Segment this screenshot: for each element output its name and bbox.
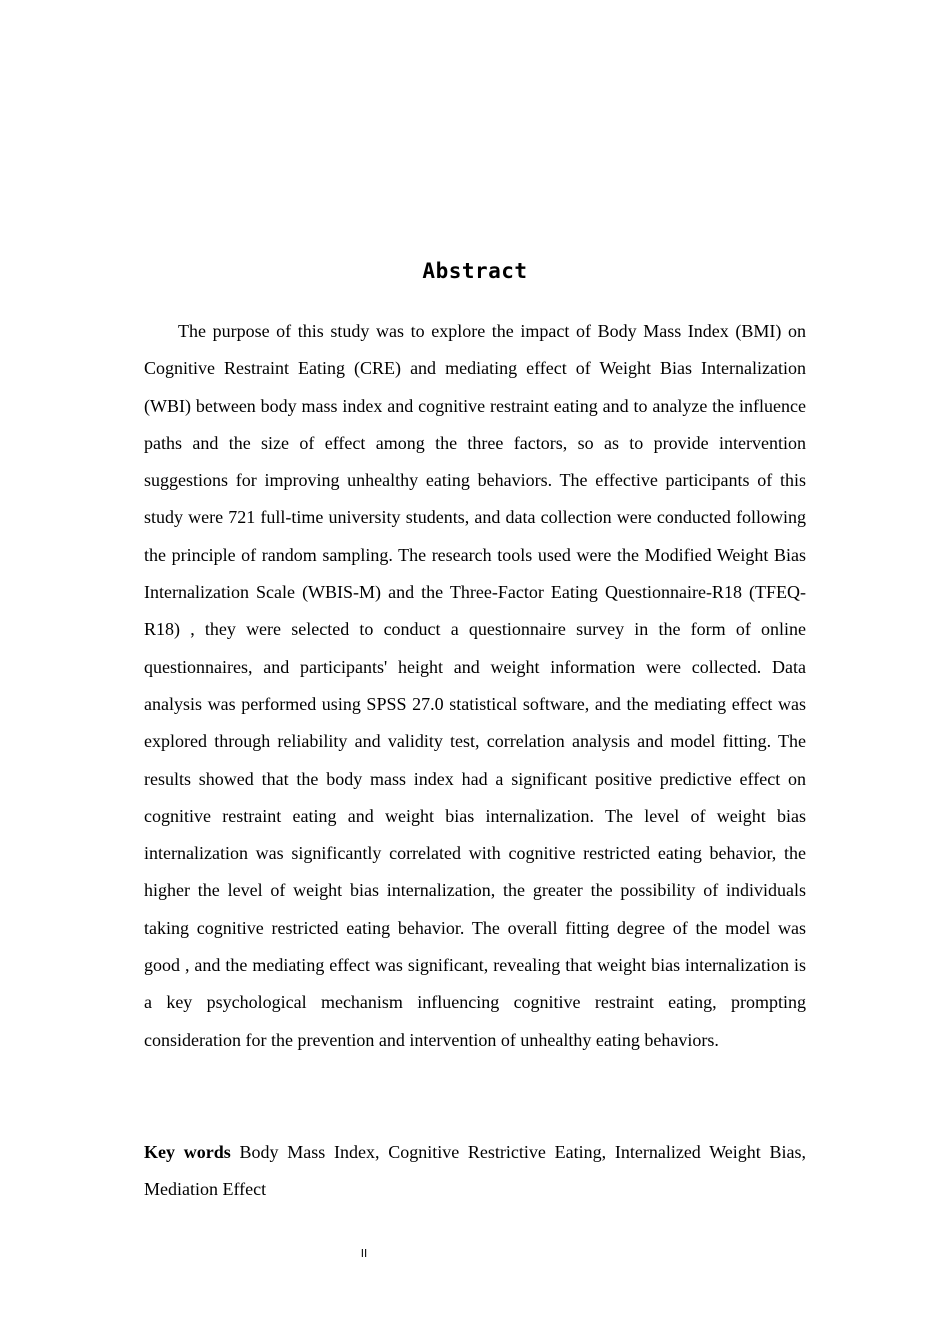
keywords-text: Body Mass Index, Cognitive Restrictive Eating, Internalized Weight Bias, Mediation Effect [144,1142,807,1199]
page-number: II [360,1247,368,1260]
keywords-label: Key words [144,1142,231,1162]
abstract-title: Abstract [422,259,528,283]
abstract-body: The purpose of this study was to explore the impact of Body Mass Index (BMI) on Cognitive Restraint Eating (CRE) and mediating effect of Weight Bias Internalization (WBI) between body mass index and cognitive restraint eating and to analyze the influence paths and the size of effect among the three factors, so as to provide intervention suggestions for improving unhealthy eating behaviors. The effective participants of this study were 721 full-time university students, and data collection were conducted following the principle of random sampling. The research tools used were the Modified Weight Bias Internalization Scale (WBIS-M) and the Three-Factor Eating Questionnaire-R18 (TFEQ-R18) , they were selected to conduct a questionnaire survey in the form of online questionnaires, and participants' height and weight information were collected. Data analysis was performed using SPSS 27.0 statistical software, and the mediating effect was explored through reliability and validity test, correlation analysis and model fitting. The results showed that the body mass index had a significant positive predictive effect on cognitive restraint eating and weight bias internalization. The level of weight bias internalization was significantly correlated with cognitive restricted eating behavior, the higher the level of weight bias internalization, the greater the possibility of individuals taking cognitive restricted eating behavior. The overall fitting degree of the model was good , and the mediating effect was significant, revealing that weight bias internalization is a key psychological mechanism influencing cognitive restraint eating, prompting consideration for the prevention and intervention of unhealthy eating behaviors. [144,321,806,1050]
keywords-paragraph [144,1134,806,1208]
